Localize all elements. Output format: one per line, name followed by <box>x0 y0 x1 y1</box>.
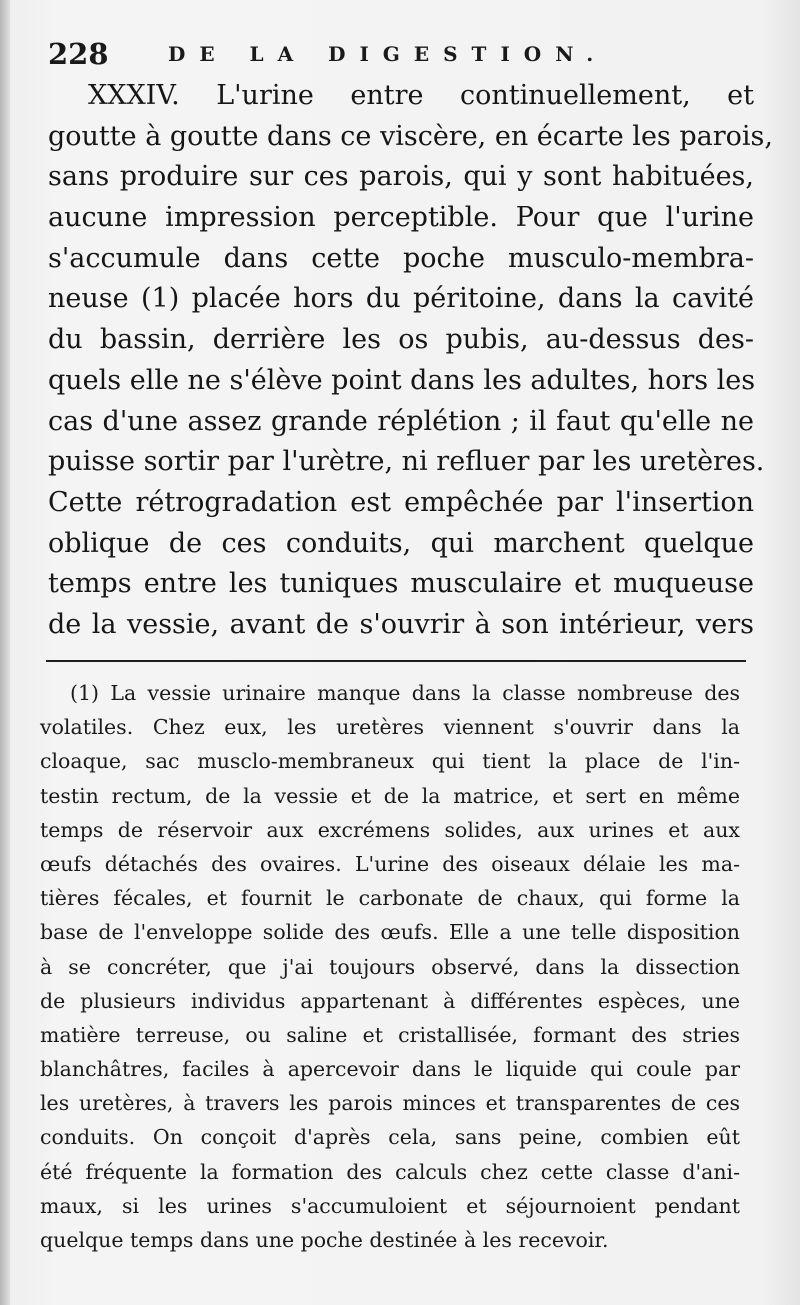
text-line: oblique de ces conduits, qui marchent quelque <box>48 527 754 559</box>
text-line: quels elle ne s'élève point dans les adultes, hors les <box>48 364 756 396</box>
running-head <box>48 34 748 74</box>
footnote-separator-rule <box>46 660 746 662</box>
footnote-line: à se concréter, que j'ai toujours observé, dans la dissection <box>40 954 740 979</box>
footnote-line: volatiles. Chez eux, les uretères viennent s'ouvrir dans la <box>40 715 740 740</box>
text-line: cas d'une assez grande réplétion ; il faut qu'elle ne <box>48 405 754 437</box>
footnote-line: œufs détachés des ovaires. L'urine des oiseaux délaie les ma- <box>40 851 740 876</box>
running-title: DE LA DIGESTION. <box>168 42 608 66</box>
text-line: sans produire sur ces parois, qui y sont habituées, <box>48 161 754 193</box>
text-line: s'accumule dans cette poche musculo-membra- <box>48 242 754 274</box>
footnote-line: maux, si les urines s'accumuloient et séjournoient pendant <box>40 1193 740 1218</box>
footnote-line: testin rectum, de la vessie et de la matrice, et sert en même <box>40 783 740 808</box>
footnote-line: conduits. On conçoit d'après cela, sans peine, combien eût <box>40 1125 740 1150</box>
footnote-line: quelque temps dans une poche destinée à les recevoir. <box>40 1228 609 1252</box>
main-text-block <box>48 76 773 646</box>
footnote-line: temps de réservoir aux excrémens solides, aux urines et aux <box>40 817 740 842</box>
footnote-line: (1) La vessie urinaire manque dans la classe nombreuse des <box>70 681 740 705</box>
text-line: puisse sortir par l'urètre, ni refluer par les uretères. <box>48 446 765 478</box>
footnote-line: cloaque, sac musclo-membraneux qui tient la place de l'in- <box>40 749 740 774</box>
footnote-line: blanchâtres, faciles à apercevoir dans le liquide qui coule par <box>40 1057 740 1082</box>
text-line: Cette rétrogradation est empêchée par l'insertion <box>48 486 754 518</box>
footnote-line: été fréquente la formation des calculs chez cette classe d'ani- <box>40 1159 740 1184</box>
text-line: du bassin, derrière les os pubis, au-dessus des- <box>48 324 754 356</box>
footnote-line: base de l'enveloppe solide des œufs. Elle a une telle disposition <box>40 920 740 945</box>
footnote-line: matière terreuse, ou saline et cristallisée, formant des stries <box>40 1022 740 1047</box>
footnote-line: les uretères, à travers les parois minces et transparentes de ces <box>40 1091 740 1116</box>
text-line: XXXIV. L'urine entre continuellement, et <box>88 80 754 111</box>
footnote-block <box>40 676 740 1257</box>
footnote-line: de plusieurs individus appartenant à différentes espèces, une <box>40 988 740 1013</box>
text-line: aucune impression perceptible. Pour que l'urine <box>48 202 754 234</box>
text-line: neuse (1) placée hors du péritoine, dans la cavité <box>48 283 754 315</box>
text-line: temps entre les tuniques musculaire et muqueuse <box>48 568 754 600</box>
page-gutter-shadow <box>0 0 10 1305</box>
text-line: goutte à goutte dans ce viscère, en écarte les parois, <box>48 120 773 152</box>
footnote-line: tières fécales, et fournit le carbonate de chaux, qui forme la <box>40 886 740 911</box>
text-line: de la vessie, avant de s'ouvrir à son intérieur, vers <box>48 608 754 640</box>
page-number: 228 <box>48 37 109 71</box>
